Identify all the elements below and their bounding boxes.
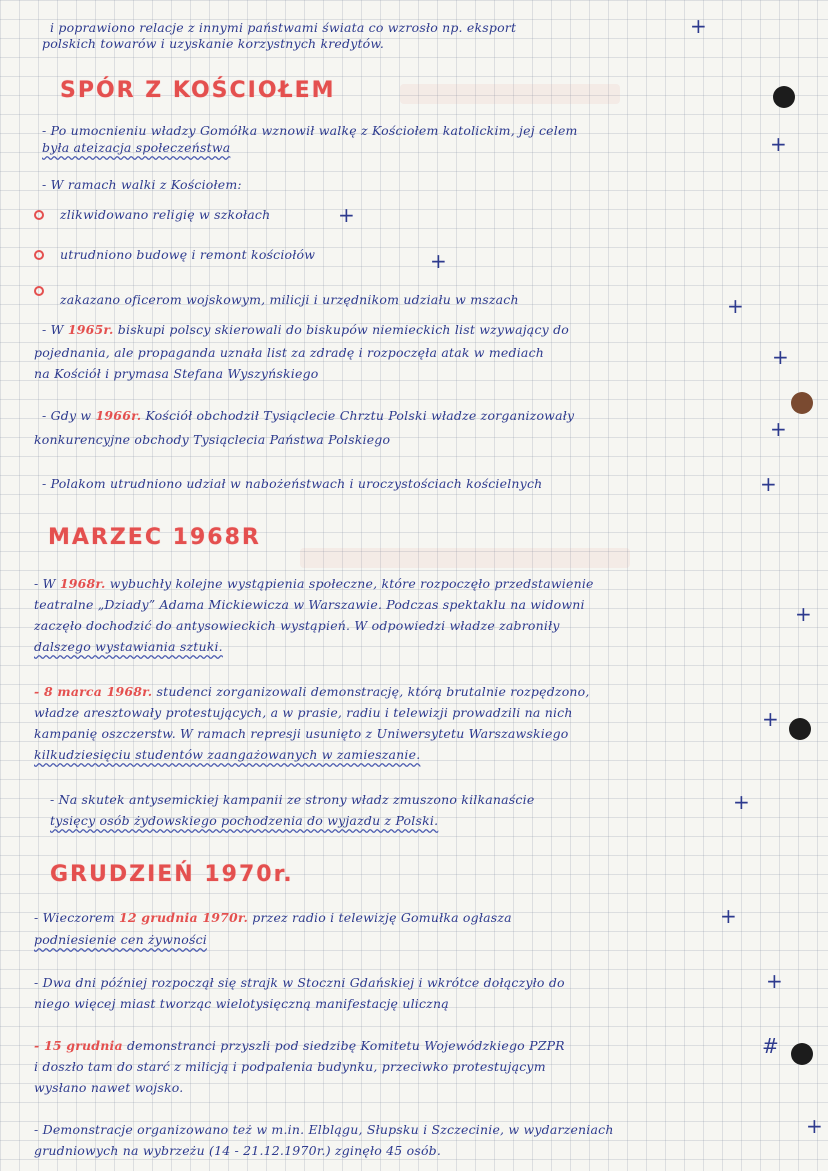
date-highlight: - 15 grudnia — [34, 1038, 123, 1053]
plus-mark: + — [733, 790, 750, 814]
plus-mark: + — [806, 1114, 823, 1138]
plus-mark: + — [770, 132, 787, 156]
text-run: przez radio i telewizję Gomułka ogłasza — [252, 910, 512, 925]
plus-mark: + — [720, 904, 737, 928]
note-line: i doszło tam do starć z milicją i podpalenia budynku, przeciwko protestującym — [34, 1059, 546, 1074]
note-line: grudniowych na wybrzeżu (14 - 21.12.1970r.) zginęło 45 osób. — [34, 1143, 442, 1158]
bullet-point — [34, 210, 44, 220]
text-run: - Wieczorem — [34, 910, 119, 925]
note-line — [34, 910, 512, 925]
note-line: podniesienie cen żywności — [34, 932, 207, 947]
text-run: - W — [34, 576, 60, 591]
note-line: - Polakom utrudniono udział w nabożeństwach i uroczystościach kościelnych — [42, 476, 543, 491]
note-line — [34, 576, 594, 591]
plus-mark: + — [430, 249, 447, 273]
note-line — [42, 322, 569, 337]
note-line: kilkudziesięciu studentów zaangażowanych w zamieszanie. — [34, 747, 421, 762]
note-line: konkurencyjne obchody Tysiąclecia Państwa Polskiego — [34, 432, 391, 447]
binder-hole — [773, 86, 795, 108]
bullet-text: zlikwidowano religię w szkołach — [60, 207, 271, 222]
note-line: wysłano nawet wojsko. — [34, 1080, 184, 1095]
text-run: Kościół obchodził Tysiąclecie Chrztu Polski władze zorganizowały — [145, 408, 575, 423]
date-highlight: - 8 marca 1968r. — [34, 684, 153, 699]
bullet-text: utrudniono budowę i remont kościołów — [60, 247, 316, 262]
plus-mark: + — [338, 203, 355, 227]
note-line: była ateizacja społeczeństwa — [42, 140, 231, 155]
text-run: studenci zorganizowali demonstrację, którą brutalnie rozpędzono, — [156, 684, 590, 699]
plain-dash: - W — [42, 322, 68, 337]
note-line: na Kościół i prymasa Stefana Wyszyńskiego — [34, 366, 319, 381]
plus-mark: + — [760, 472, 777, 496]
note-line: dalszego wystawiania sztuki. — [34, 639, 223, 654]
intro-line: polskich towarów i uzyskanie korzystnych kredytów. — [42, 36, 384, 51]
note-line: - Demonstracje organizowano też w m.in. Elblągu, Słupsku i Szczecinie, w wydarzeniach — [34, 1122, 614, 1137]
note-line — [34, 1038, 565, 1053]
text-run: biskupi polscy skierowali do biskupów niemieckich list wzywający do — [117, 322, 570, 337]
section-title-december-1970: GRUDZIEŃ 1970r. — [50, 862, 294, 887]
show-through — [300, 548, 630, 568]
binder-hole — [789, 718, 811, 740]
show-through — [400, 84, 620, 104]
plus-mark: + — [762, 707, 779, 731]
note-line: niego więcej miast tworząc wielotysięczną manifestację uliczną — [34, 996, 449, 1011]
plus-mark: + — [770, 417, 787, 441]
plus-mark: + — [727, 294, 744, 318]
section-title-march-1968: MARZEC 1968R — [48, 525, 261, 550]
text-run: demonstranci przyszli pod siedzibę Komitetu Wojewódzkiego PZPR — [126, 1038, 565, 1053]
note-line: pojednania, ale propaganda uznała list za zdradę i rozpoczęła atak w mediach — [34, 345, 545, 360]
note-line — [42, 408, 574, 423]
bullet-point — [34, 286, 44, 296]
note-line: - Na skutek antysemickiej kampanii ze strony władz zmuszono kilkanaście — [50, 792, 535, 807]
bullet-point — [34, 250, 44, 260]
note-line: kampanię oszczerstw. W ramach represji usunięto z Uniwersytetu Warszawskiego — [34, 726, 569, 741]
section-title-church: SPÓR Z KOŚCIOŁEM — [60, 78, 336, 103]
year-highlight: 1965r. — [67, 322, 114, 337]
note-line: - Dwa dni później rozpoczął się strajk w Stoczni Gdańskiej i wkrótce dołączyło do — [34, 975, 565, 990]
plus-mark: + — [766, 969, 783, 993]
note-line — [34, 684, 590, 699]
intro-line: i poprawiono relacje z innymi państwami świata co wzrosło np. eksport — [50, 20, 517, 35]
text-run: - Gdy w — [42, 408, 96, 423]
plus-mark: + — [772, 345, 789, 369]
hash-mark: # — [762, 1034, 779, 1058]
plus-mark: + — [795, 602, 812, 626]
note-line: tysięcy osób żydowskiego pochodzenia do wyjazdu z Polski. — [50, 813, 439, 828]
text-run: wybuchły kolejne wystąpienia społeczne, które rozpoczęło przedstawienie — [109, 576, 594, 591]
binder-hole — [791, 392, 813, 414]
note-line: - W ramach walki z Kościołem: — [42, 177, 242, 192]
plus-mark: + — [690, 14, 707, 38]
year-highlight: 1966r. — [95, 408, 142, 423]
note-line: zaczęło dochodzić do antysowieckich wystąpień. W odpowiedzi władze zabroniły — [34, 618, 560, 633]
year-highlight: 1968r. — [59, 576, 106, 591]
note-line: teatralne „Dziady” Adama Mickiewicza w Warszawie. Podczas spektaklu na widowni — [34, 597, 585, 612]
binder-hole — [791, 1043, 813, 1065]
note-line: władze aresztowały protestujących, a w prasie, radiu i telewizji prowadzili na nich — [34, 705, 573, 720]
date-highlight: 12 grudnia 1970r. — [118, 910, 249, 925]
note-line: - Po umocnieniu władzy Gomółka wznowił walkę z Kościołem katolickim, jej celem — [42, 123, 578, 138]
bullet-text: zakazano oficerom wojskowym, milicji i urzędnikom udziału w mszach — [60, 292, 519, 307]
